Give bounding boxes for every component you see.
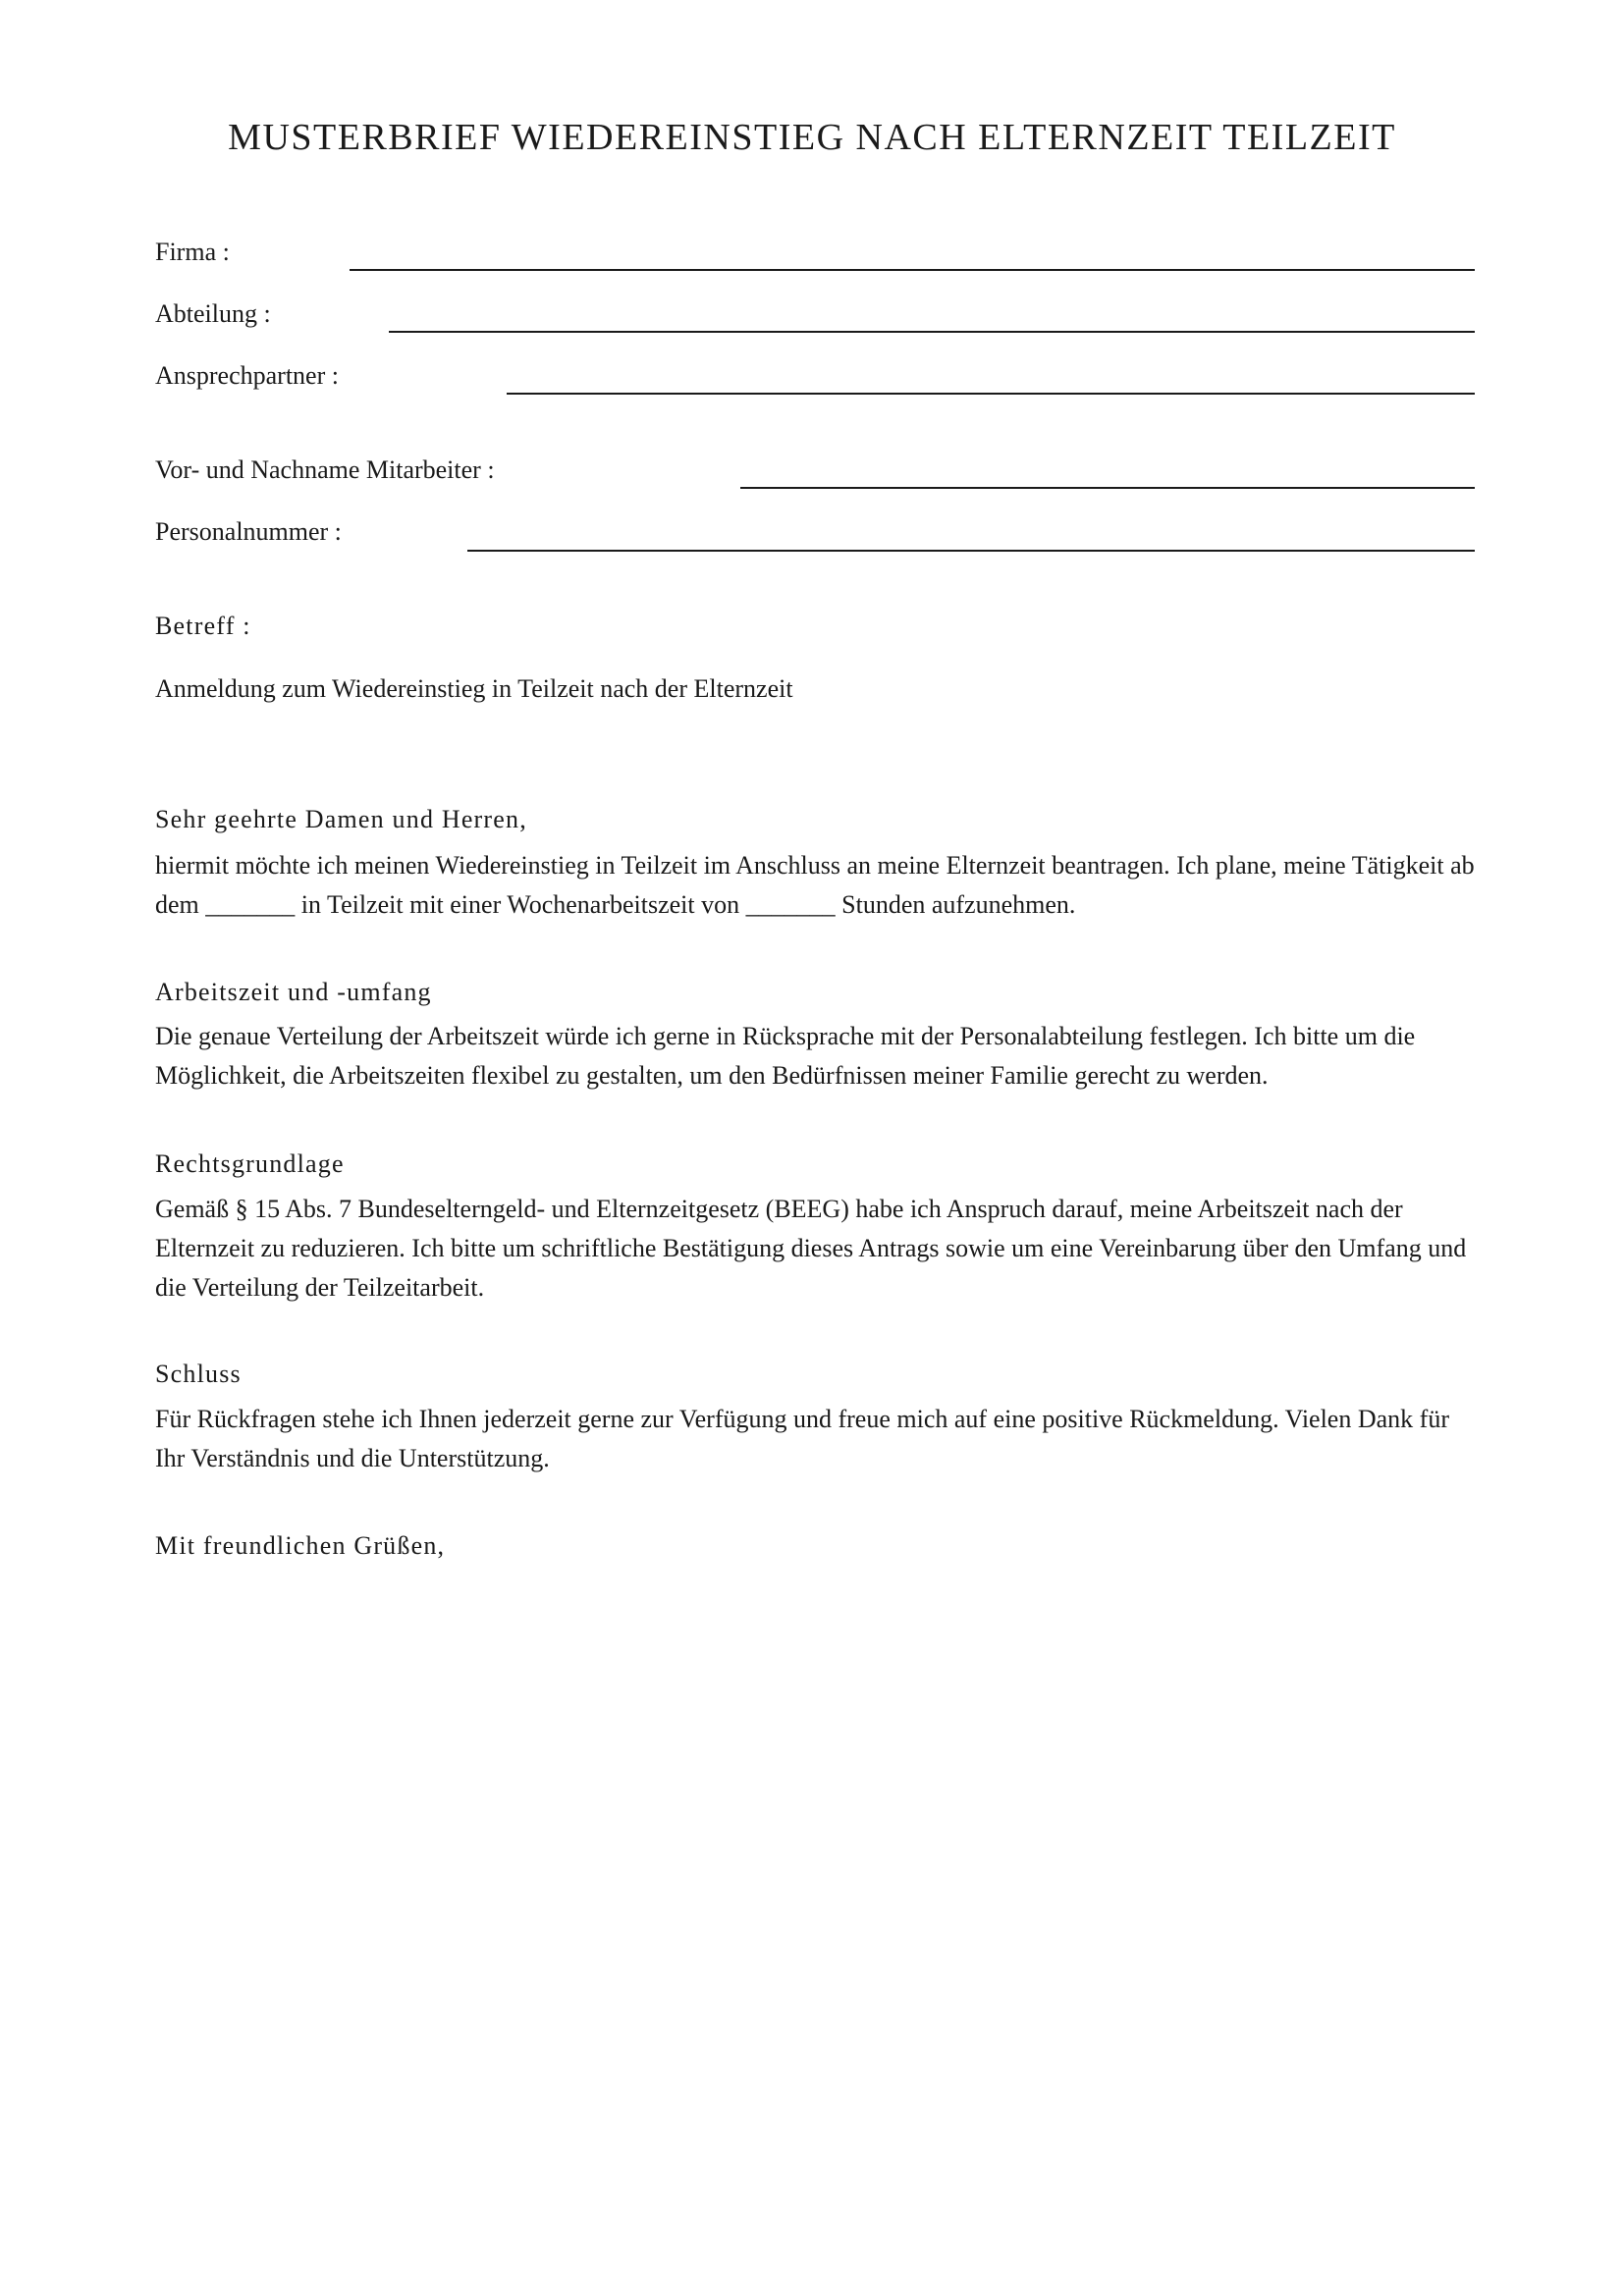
personalnummer-blank-line[interactable] <box>467 550 1475 552</box>
schluss-heading: Schluss <box>155 1360 242 1388</box>
rechtsgrundlage-paragraph: Gemäß § 15 Abs. 7 Bundeselterngeld- und Elternzeitgesetz (BEEG) habe ich Anspruch darauf, meine Arbeitszeit nach der Elternzeit zu reduzieren. Ich bitte um schriftliche Bestätigung dieses Antrags sowie um eine Vereinbarung über den Umfang und die Verteilung der Teilzeitarbeit. <box>155 1195 1467 1302</box>
mitarbeiter-name-blank-line[interactable] <box>740 487 1475 489</box>
arbeitszeit-paragraph: Die genaue Verteilung der Arbeitszeit würde ich gerne in Rücksprache mit der Personalabteilung festlegen. Ich bitte um die Möglichkeit, die Arbeitszeiten flexibel zu gestalten, um den Bedürfnissen meiner Familie gerecht zu werden. <box>155 1022 1416 1090</box>
betreff-label: Betreff : <box>155 612 251 640</box>
betreff-text: Anmeldung zum Wiedereinstieg in Teilzeit nach der Elternzeit <box>155 674 793 703</box>
document-title: MUSTERBRIEF WIEDEREINSTIEG NACH ELTERNZEIT TEILZEIT <box>228 117 1396 158</box>
abteilung-blank-line[interactable] <box>389 331 1475 333</box>
mitarbeiter-name-label: Vor- und Nachname Mitarbeiter : <box>155 455 495 484</box>
salutation: Sehr geehrte Damen und Herren, <box>155 805 527 833</box>
ansprechpartner-label: Ansprechpartner : <box>155 361 339 390</box>
ansprechpartner-blank-line[interactable] <box>507 393 1475 395</box>
schluss-paragraph: Für Rückfragen stehe ich Ihnen jederzeit gerne zur Verfügung und freue mich auf eine positive Rückmeldung. Vielen Dank für Ihr Verständnis und die Unterstützung. <box>155 1405 1449 1472</box>
abteilung-label: Abteilung : <box>155 299 271 328</box>
firma-label: Firma : <box>155 238 230 266</box>
personalnummer-label: Personalnummer : <box>155 517 342 546</box>
firma-blank-line[interactable] <box>350 269 1475 271</box>
closing-greeting: Mit freundlichen Grüßen, <box>155 1531 446 1560</box>
rechtsgrundlage-heading: Rechtsgrundlage <box>155 1149 345 1178</box>
intro-paragraph: hiermit möchte ich meinen Wiedereinstieg in Teilzeit im Anschluss an meine Elternzeit beantragen. Ich plane, meine Tätigkeit ab dem _______ in Teilzeit mit einer Wochenarbeitszeit von _______ Stunden aufzunehmen. <box>155 851 1475 919</box>
arbeitszeit-heading: Arbeitszeit und -umfang <box>155 978 432 1006</box>
